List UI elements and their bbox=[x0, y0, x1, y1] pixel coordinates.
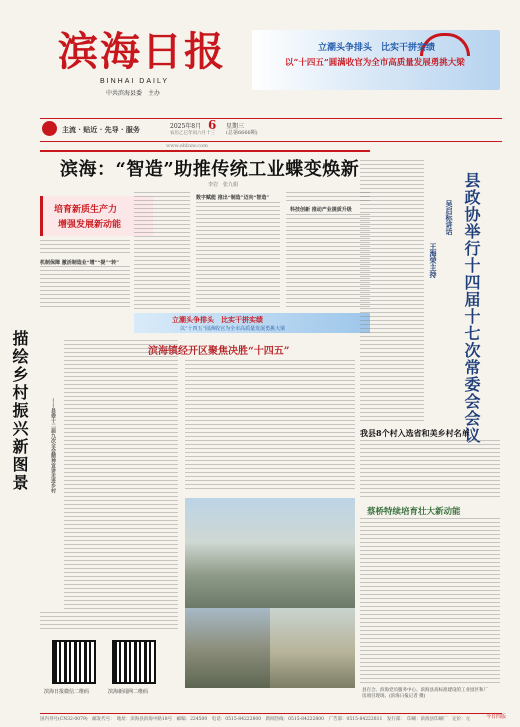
column-headline: 滨海镇经开区聚焦决胜“十四五” bbox=[148, 346, 290, 357]
masthead-publisher: 中共滨海县委 主办 bbox=[106, 90, 161, 97]
lead-subhead-3: 机制保障 激活制造业“增”“提”“转” bbox=[40, 260, 119, 266]
body-text bbox=[185, 360, 355, 490]
right-headline-villages: 我县8个村入选省和美乡村名单 bbox=[360, 428, 470, 438]
body-text bbox=[40, 240, 130, 256]
issue-date: 2025年8月 bbox=[170, 123, 202, 130]
qr-caption-1: 滨海日报微信二维码 bbox=[44, 689, 90, 695]
issue-weekday: 星期三 bbox=[226, 123, 245, 130]
banner-slogan-2: 以“十四五”圆满收官为全市高质量发展勇挑大梁 bbox=[285, 58, 465, 68]
body-text bbox=[360, 160, 424, 422]
lead-subhead-2: 科技创新 推动产业提质升级 bbox=[290, 207, 352, 213]
body-text bbox=[40, 612, 178, 632]
strip-slogan-2: 以“十四五”圆满收官为全市高质量发展勇挑大梁 bbox=[180, 326, 286, 332]
site-url[interactable]: www.ehbxw.com bbox=[166, 143, 208, 149]
body-text bbox=[40, 266, 130, 310]
page-mark: 今日四版 bbox=[486, 714, 507, 720]
lead-callout-line2: 增强发展新动能 bbox=[58, 220, 122, 230]
qr-code-icon bbox=[112, 640, 156, 684]
footer-info: 国内刊号(CN32-0079) 邮发代号： 地址：滨海县滨海中路18号 邮编：224500 电话：0515-84222800 新闻热线：0515-84222800 广告部：0515-84222811 发行部： 印刷：滨海县印刷厂 定价：元 bbox=[40, 713, 502, 722]
body-text bbox=[360, 440, 500, 500]
body-text bbox=[286, 214, 370, 310]
news-photo-construction bbox=[185, 498, 355, 608]
body-text bbox=[196, 202, 280, 310]
issue-lunar: 农历乙巳年闰六月十三 bbox=[170, 131, 215, 136]
lead-subhead-1: 数字赋能 推出“制造”迈向“智造” bbox=[196, 195, 270, 201]
logo-circle-icon bbox=[42, 121, 57, 136]
banner-slogan-1: 立潮头争排头 比实干拼实绩 bbox=[318, 43, 436, 53]
qr-code-icon bbox=[52, 640, 96, 684]
news-photo-building bbox=[270, 608, 355, 688]
strip-slogan-1: 立潮头争排头 比实干拼实绩 bbox=[172, 315, 263, 324]
right-feature-sub2: 王海荣主持 bbox=[429, 243, 438, 278]
qr-caption-2: 滨海新闻网二维码 bbox=[108, 689, 149, 695]
divider bbox=[40, 150, 370, 152]
left-feature-subtitle: ——县委十二届九次全会精神宣讲走进乡村 bbox=[50, 398, 56, 493]
right-feature-sub1: 吴启标讲话 bbox=[445, 200, 454, 235]
body-text bbox=[286, 192, 370, 204]
body-text bbox=[360, 518, 500, 684]
lead-headline: 滨海：“智造”助推传统工业蝶变焕新 bbox=[60, 159, 360, 180]
left-feature-title: 描绘乡村振兴新图景 bbox=[10, 330, 29, 492]
right-headline-caiqiao: 蔡桥特续培育壮大新动能 bbox=[367, 507, 461, 517]
issue-day: 6 bbox=[208, 118, 217, 132]
info-slogan: 主流 · 贴近 · 先导 · 服务 bbox=[62, 125, 140, 134]
news-photo-site bbox=[185, 608, 270, 688]
body-text bbox=[64, 340, 178, 610]
issue-number: (总第6666期) bbox=[226, 130, 258, 136]
body-text bbox=[134, 192, 190, 310]
masthead-english: BINHAI DAILY bbox=[100, 78, 169, 85]
right-feature-title: 县政协举行十四届十七次常委会会议 bbox=[462, 172, 481, 444]
lead-byline: 李岩 张九娟 bbox=[208, 182, 239, 188]
lead-callout-line1: 培育新质生产力 bbox=[54, 205, 118, 215]
masthead-logo: 滨海日报 bbox=[58, 28, 226, 75]
photo-caption: 县百合、滨海党员服务中心、滨海县高标准建设的工业园区和厂房项目现场。(滨海日报记者 摄) bbox=[362, 688, 488, 699]
